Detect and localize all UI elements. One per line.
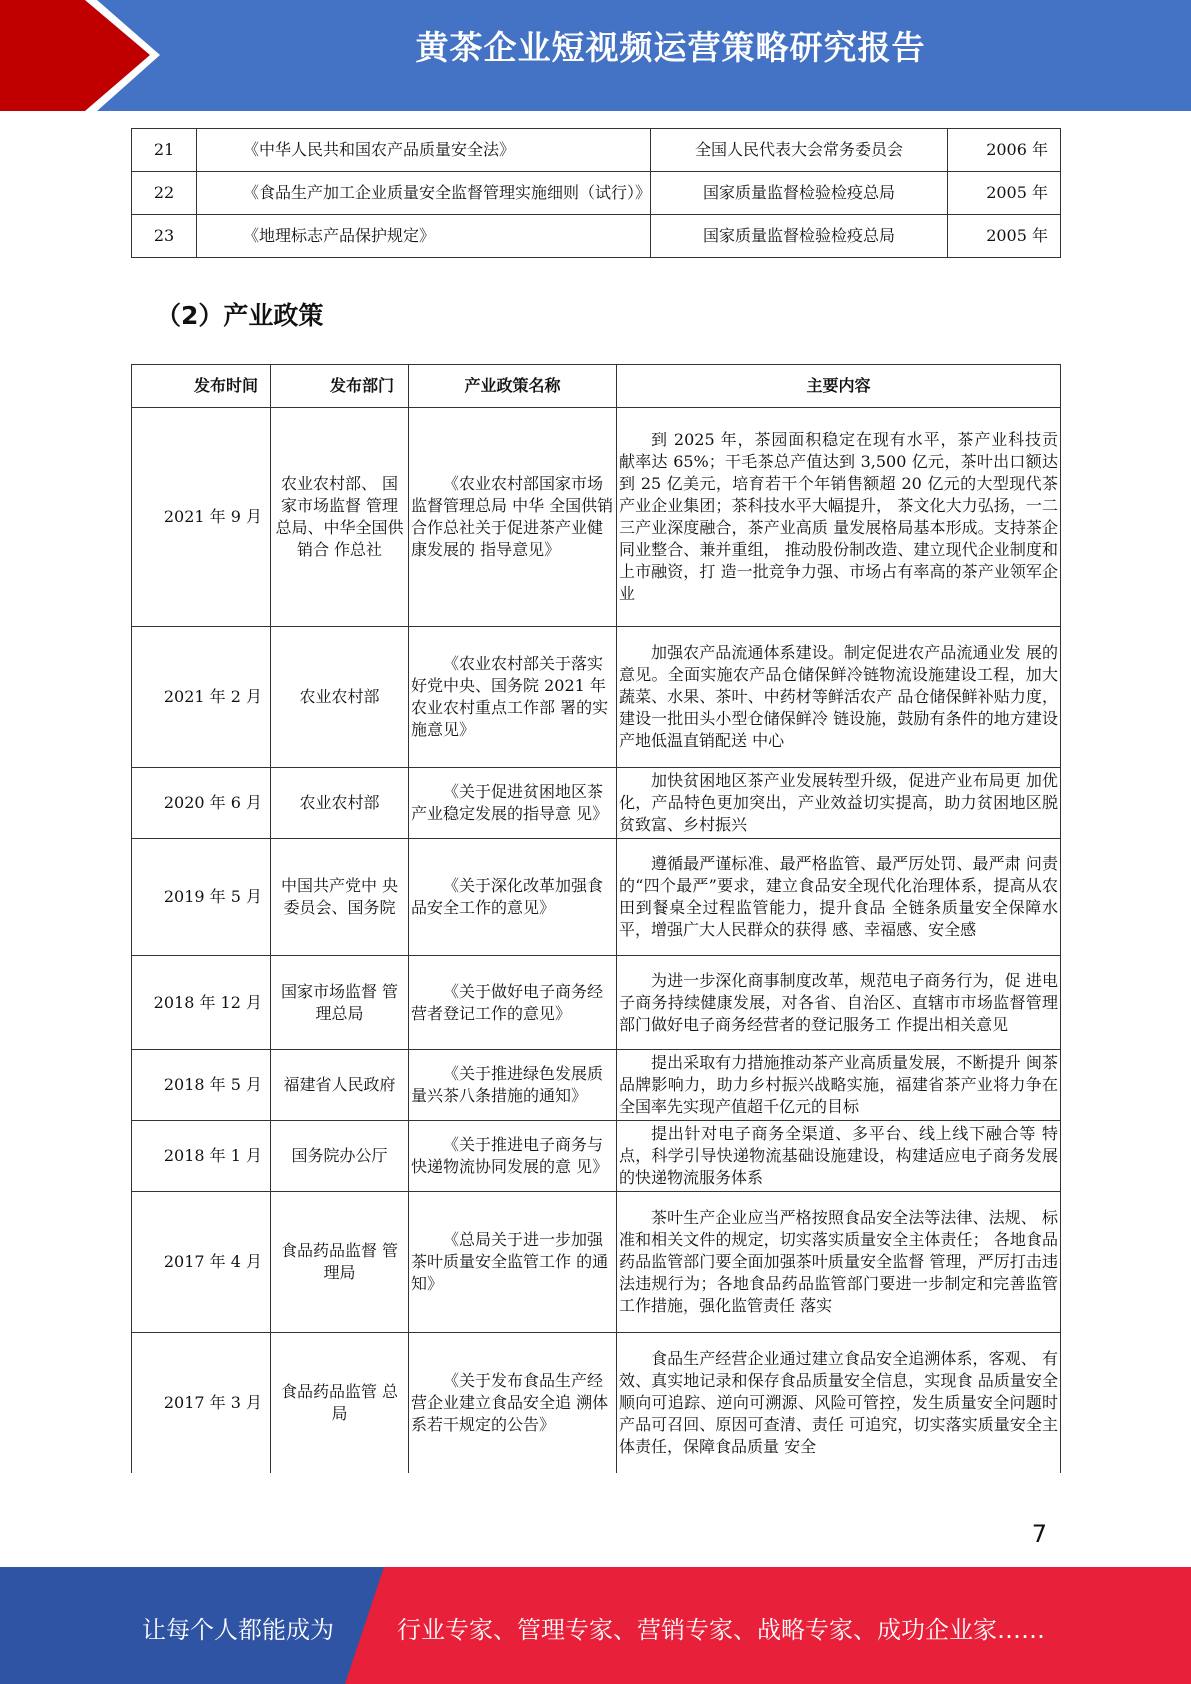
policy-department: 中国共产党中 央委员会、国务院 <box>271 839 409 956</box>
column-header-policy-name: 产业政策名称 <box>409 365 617 408</box>
law-number: 23 <box>132 215 197 258</box>
policy-date: 2018 年 12 月 <box>132 956 271 1050</box>
policy-name: 《关于促进贫困地区茶 产业稳定发展的指导意 见》 <box>409 768 617 839</box>
table-row <box>132 1192 1061 1333</box>
table-row <box>132 215 1061 258</box>
policy-content: 提出采取有力措施推动茶产业高质量发展，不断提升 闽茶品牌影响力，助力乡村振兴战略实施，福建省茶产业将力争在全国率先实现产值超千亿元的目标 <box>617 1050 1061 1121</box>
law-name: 《地理标志产品保护规定》 <box>197 215 651 258</box>
page-header <box>0 0 1191 111</box>
policy-department: 农业农村部、 国家市场监督 管理总局、中华全国供销合 作总社 <box>271 408 409 627</box>
policy-date: 2021 年 9 月 <box>132 408 271 627</box>
law-year: 2005 年 <box>948 172 1061 215</box>
column-header-date: 发布时间 <box>132 365 271 408</box>
policy-name: 《关于推进电子商务与 快递物流协同发展的意 见》 <box>409 1121 617 1192</box>
table-header-row <box>132 365 1061 408</box>
policy-name: 《关于做好电子商务经 营者登记工作的意见》 <box>409 956 617 1050</box>
table-row <box>132 627 1061 768</box>
policy-date: 2019 年 5 月 <box>132 839 271 956</box>
policy-date: 2017 年 4 月 <box>132 1192 271 1333</box>
page-footer <box>0 1567 1191 1684</box>
law-name: 《中华人民共和国农产品质量安全法》 <box>197 129 651 172</box>
law-year: 2006 年 <box>948 129 1061 172</box>
law-number: 22 <box>132 172 197 215</box>
table-row <box>132 408 1061 627</box>
policy-name: 《关于深化改革加强食 品安全工作的意见》 <box>409 839 617 956</box>
table-row <box>132 956 1061 1050</box>
column-header-department: 发布部门 <box>271 365 409 408</box>
law-name: 《食品生产加工企业质量安全监督管理实施细则（试行）》 <box>197 172 651 215</box>
policy-name: 《关于发布食品生产经 营企业建立食品安全追 溯体系若干规定的公告》 <box>409 1333 617 1473</box>
policy-name: 《关于推进绿色发展质 量兴茶八条措施的通知》 <box>409 1050 617 1121</box>
policy-content: 提出针对电子商务全渠道、多平台、线上线下融合等 特点，科学引导快递物流基础设施建设，构建适应电子商务发展的快递物流服务体系 <box>617 1121 1061 1192</box>
policy-department: 国家市场监督 管理总局 <box>271 956 409 1050</box>
policy-date: 2018 年 5 月 <box>132 1050 271 1121</box>
table-row <box>132 768 1061 839</box>
policy-content: 到 2025 年，茶园面积稳定在现有水平，茶产业科技贡 献率达 65%；干毛茶总产值达到 3,500 亿元，茶叶出口额达到 25 亿美元，培育若干个年销售额超 20 亿元的大型现代茶产业企业集团；茶科技水平大幅提升， 茶文化大力弘扬，一二三产业深度融合，茶产业高质 量发展格局基本形成。支持茶企同业整合、兼并重组， 推动股份制改造、建立现代企业制度和上市融资，打 造一批竞争力强、市场占有率高的茶产业领军企业 <box>617 408 1061 627</box>
policy-date: 2017 年 3 月 <box>132 1333 271 1473</box>
policy-table <box>131 364 1061 1473</box>
policy-content: 遵循最严谨标准、最严格监管、最严厉处罚、最严肃 问责的“四个最严”要求，建立食品安全现代化治理体系，提高从农田到餐桌全过程监管能力，提升食品 全链条质量安全保障水平，增强广大人民群众的获得 感、幸福感、安全感 <box>617 839 1061 956</box>
law-issuer: 国家质量监督检验检疫总局 <box>651 172 948 215</box>
policy-content: 加快贫困地区茶产业发展转型升级，促进产业布局更 加优化，产品特色更加突出，产业效益切实提高，助力贫困地区脱贫致富、乡村振兴 <box>617 768 1061 839</box>
policy-date: 2021 年 2 月 <box>132 627 271 768</box>
law-issuer: 全国人民代表大会常务委员会 <box>651 129 948 172</box>
table-row <box>132 1050 1061 1121</box>
policy-name: 《农业农村部关于落实 好党中央、国务院 2021 年农业农村重点工作部 署的实施意见》 <box>409 627 617 768</box>
footer-slogan-right: 行业专家、管理专家、营销专家、战略专家、成功企业家…… <box>397 1616 1045 1644</box>
header-arrow-decoration <box>0 0 160 111</box>
policy-department: 国务院办公厅 <box>271 1121 409 1192</box>
table-row <box>132 839 1061 956</box>
table-row <box>132 1333 1061 1473</box>
policy-name: 《总局关于进一步加强 茶叶质量安全监管工作 的通知》 <box>409 1192 617 1333</box>
law-issuer: 国家质量监督检验检疫总局 <box>651 215 948 258</box>
column-header-content: 主要内容 <box>617 365 1061 408</box>
policy-department: 食品药品监督 管理局 <box>271 1192 409 1333</box>
policy-content: 食品生产经营企业通过建立食品安全追溯体系，客观、 有效、真实地记录和保存食品质量安全信息，实现食 品质量安全顺向可追踪、逆向可溯源、风险可管控，发生质量安全问题时产品可召回、原因可查清、责任 可追究，切实落实质量安全主体责任，保障食品质量 安全 <box>617 1333 1061 1473</box>
section-heading: （2）产业政策 <box>156 301 324 330</box>
policy-date: 2020 年 6 月 <box>132 768 271 839</box>
policy-name: 《农业农村部国家市场监督管理总局 中华 全国供销合作总社关于促进茶产业健康发展的 指导意见》 <box>409 408 617 627</box>
policy-content: 加强农产品流通体系建设。制定促进农产品流通业发 展的意见。全面实施农产品仓储保鲜冷链物流设施建设工程，加大蔬菜、水果、茶叶、中药材等鲜活农产 品仓储保鲜补贴力度，建设一批田头小型仓储保鲜冷 链设施，鼓励有条件的地方建设产地低温直销配送 中心 <box>617 627 1061 768</box>
footer-slogan-left: 让每个人都能成为 <box>142 1616 334 1644</box>
table-row <box>132 129 1061 172</box>
law-number: 21 <box>132 129 197 172</box>
policy-content: 为进一步深化商事制度改革，规范电子商务行为，促 进电子商务持续健康发展，对各省、自治区、直辖市市场监督管理部门做好电子商务经营者的登记服务工 作提出相关意见 <box>617 956 1061 1050</box>
law-table <box>131 128 1061 258</box>
policy-content: 茶叶生产企业应当严格按照食品安全法等法律、法规、 标准和相关文件的规定，切实落实质量安全主体责任； 各地食品药品监管部门要全面加强茶叶质量安全监督 管理，严厉打击违法违规行为；各地食品药品监管部门要进一步制定和完善监管工作措施，强化监管责任 落实 <box>617 1192 1061 1333</box>
policy-department: 农业农村部 <box>271 627 409 768</box>
page-number: 7 <box>1031 1520 1047 1548</box>
policy-department: 农业农村部 <box>271 768 409 839</box>
law-year: 2005 年 <box>948 215 1061 258</box>
policy-department: 福建省人民政府 <box>271 1050 409 1121</box>
policy-department: 食品药品监管 总局 <box>271 1333 409 1473</box>
policy-date: 2018 年 1 月 <box>132 1121 271 1192</box>
table-row <box>132 172 1061 215</box>
table-row <box>132 1121 1061 1192</box>
page-title: 黄茶企业短视频运营策略研究报告 <box>415 28 926 67</box>
